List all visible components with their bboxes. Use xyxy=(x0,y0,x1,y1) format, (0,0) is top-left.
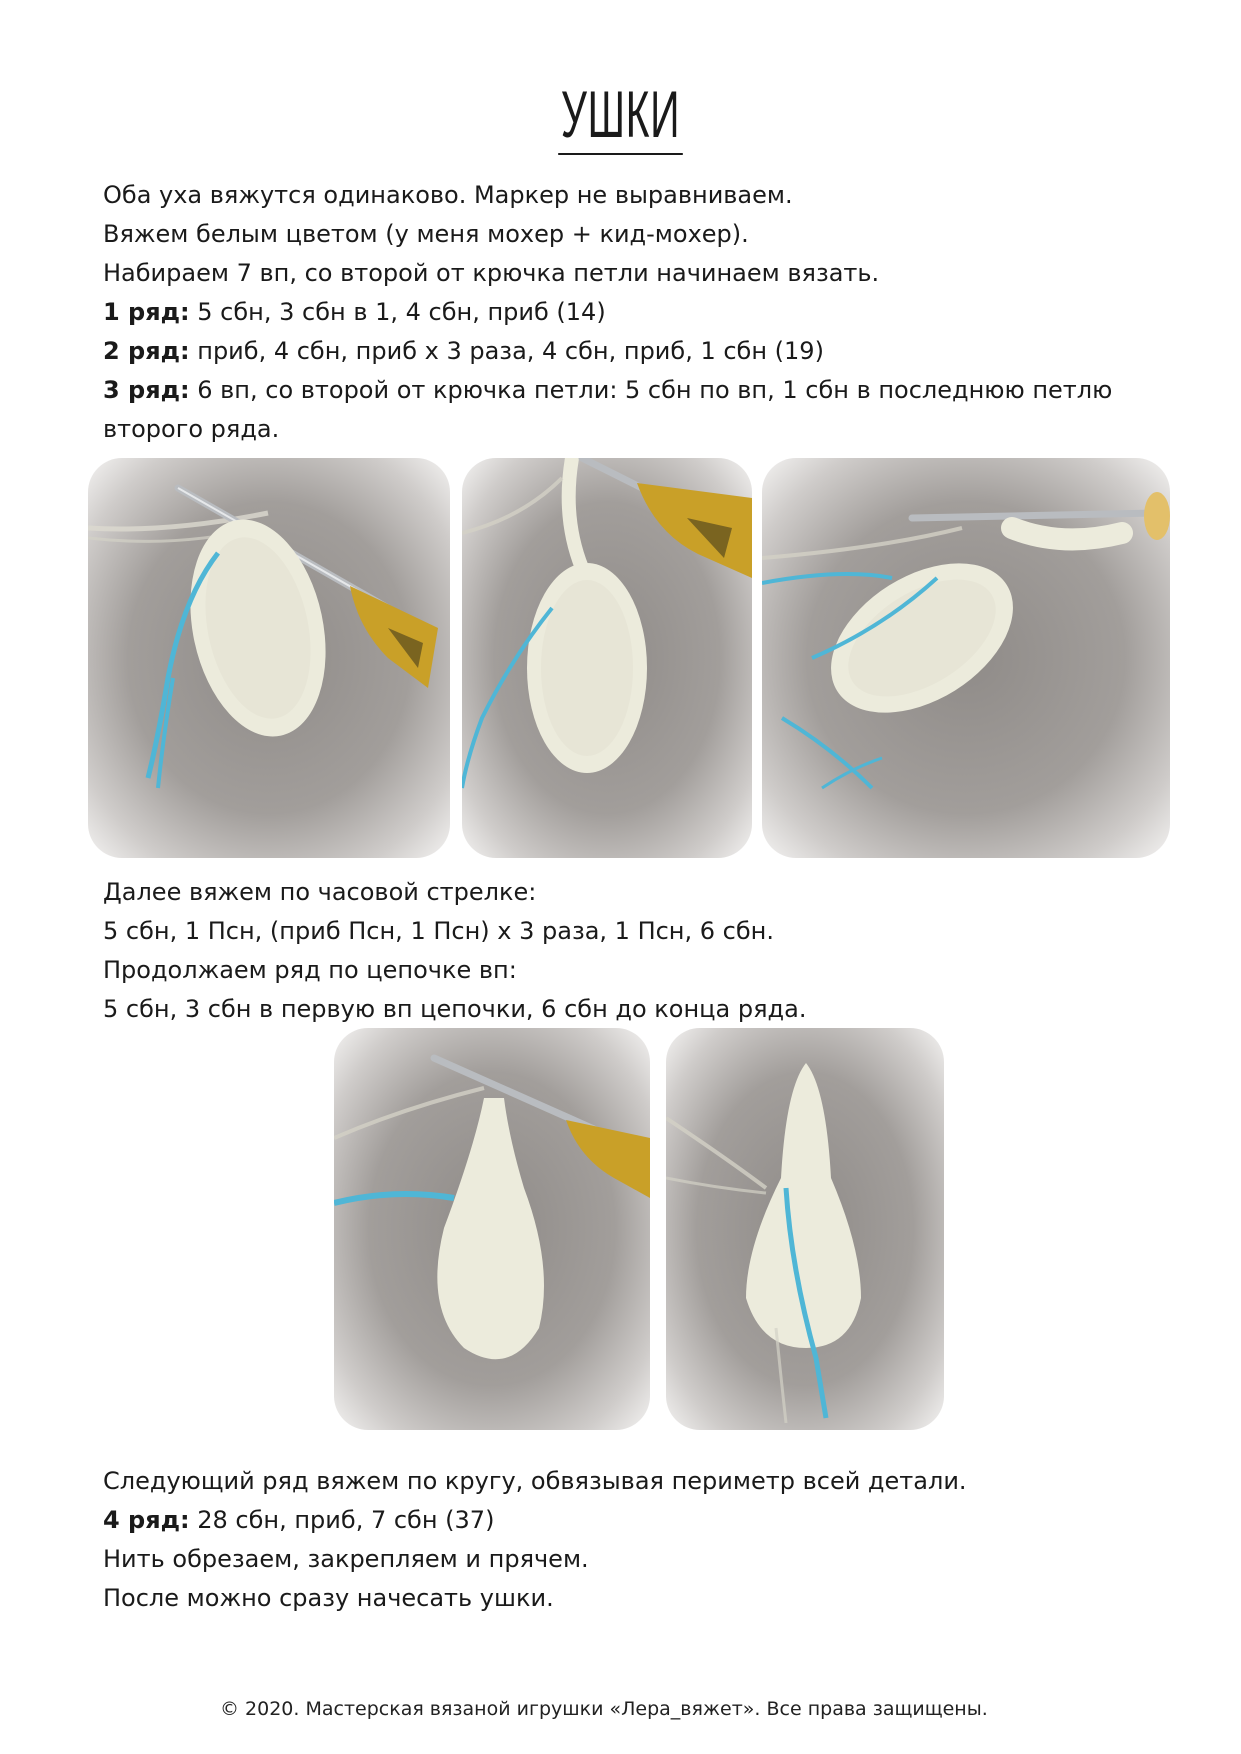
middle-line-2: 5 сбн, 1 Псн, (приб Псн, 1 Псн) х 3 раза, 1 Псн, 6 сбн. xyxy=(103,917,774,945)
row-3-continued: второго ряда. xyxy=(103,415,280,443)
row-3-text: 6 вп, со второй от крючка петли: 5 сбн по вп, 1 сбн в последнюю петлю xyxy=(189,376,1113,404)
crochet-photo-3-image xyxy=(762,458,1170,858)
page-title-text: УШКИ xyxy=(558,77,682,155)
row-3 xyxy=(103,371,1163,410)
row-1 xyxy=(103,293,1163,332)
row-4 xyxy=(103,1501,1163,1540)
intro-text xyxy=(103,176,1163,449)
page-title xyxy=(236,78,1005,150)
row-2 xyxy=(103,332,1163,371)
row-3-label: 3 ряд: xyxy=(103,376,190,404)
closing-line-4: После можно сразу начесать ушки. xyxy=(103,1584,554,1612)
row-4-label: 4 ряд: xyxy=(103,1506,190,1534)
middle-line-3: Продолжаем ряд по цепочке вп: xyxy=(103,956,517,984)
middle-text xyxy=(103,873,1163,1029)
copyright-footer: © 2020. Мастерская вязаной игрушки «Лера_вяжет». Все права защищены. xyxy=(220,1698,988,1720)
intro-line-1: Оба уха вяжутся одинаково. Маркер не выравниваем. xyxy=(103,181,793,209)
row-1-text: 5 сбн, 3 сбн в 1, 4 сбн, приб (14) xyxy=(189,298,606,326)
crochet-photo-4 xyxy=(334,1028,650,1430)
intro-line-2: Вяжем белым цветом (у меня мохер + кид-мохер). xyxy=(103,220,749,248)
crochet-photo-1 xyxy=(88,458,450,858)
crochet-photo-1-image xyxy=(88,458,450,858)
row-1-label: 1 ряд: xyxy=(103,298,190,326)
row-2-text: приб, 4 сбн, приб х 3 раза, 4 сбн, приб, 1 сбн (19) xyxy=(189,337,824,365)
crochet-photo-3 xyxy=(762,458,1170,858)
crochet-photo-5-image xyxy=(666,1028,944,1430)
closing-line-3: Нить обрезаем, закрепляем и прячем. xyxy=(103,1545,589,1573)
crochet-photo-2-image xyxy=(462,458,752,858)
middle-line-4: 5 сбн, 3 сбн в первую вп цепочки, 6 сбн до конца ряда. xyxy=(103,995,807,1023)
closing-text xyxy=(103,1462,1163,1618)
crochet-photo-4-image xyxy=(334,1028,650,1430)
crochet-photo-5 xyxy=(666,1028,944,1430)
middle-line-1: Далее вяжем по часовой стрелке: xyxy=(103,878,537,906)
crochet-photo-2 xyxy=(462,458,752,858)
closing-line-1: Следующий ряд вяжем по кругу, обвязывая периметр всей детали. xyxy=(103,1467,967,1495)
row-2-label: 2 ряд: xyxy=(103,337,190,365)
row-4-text: 28 сбн, приб, 7 сбн (37) xyxy=(189,1506,495,1534)
intro-line-3: Набираем 7 вп, со второй от крючка петли начинаем вязать. xyxy=(103,259,880,287)
